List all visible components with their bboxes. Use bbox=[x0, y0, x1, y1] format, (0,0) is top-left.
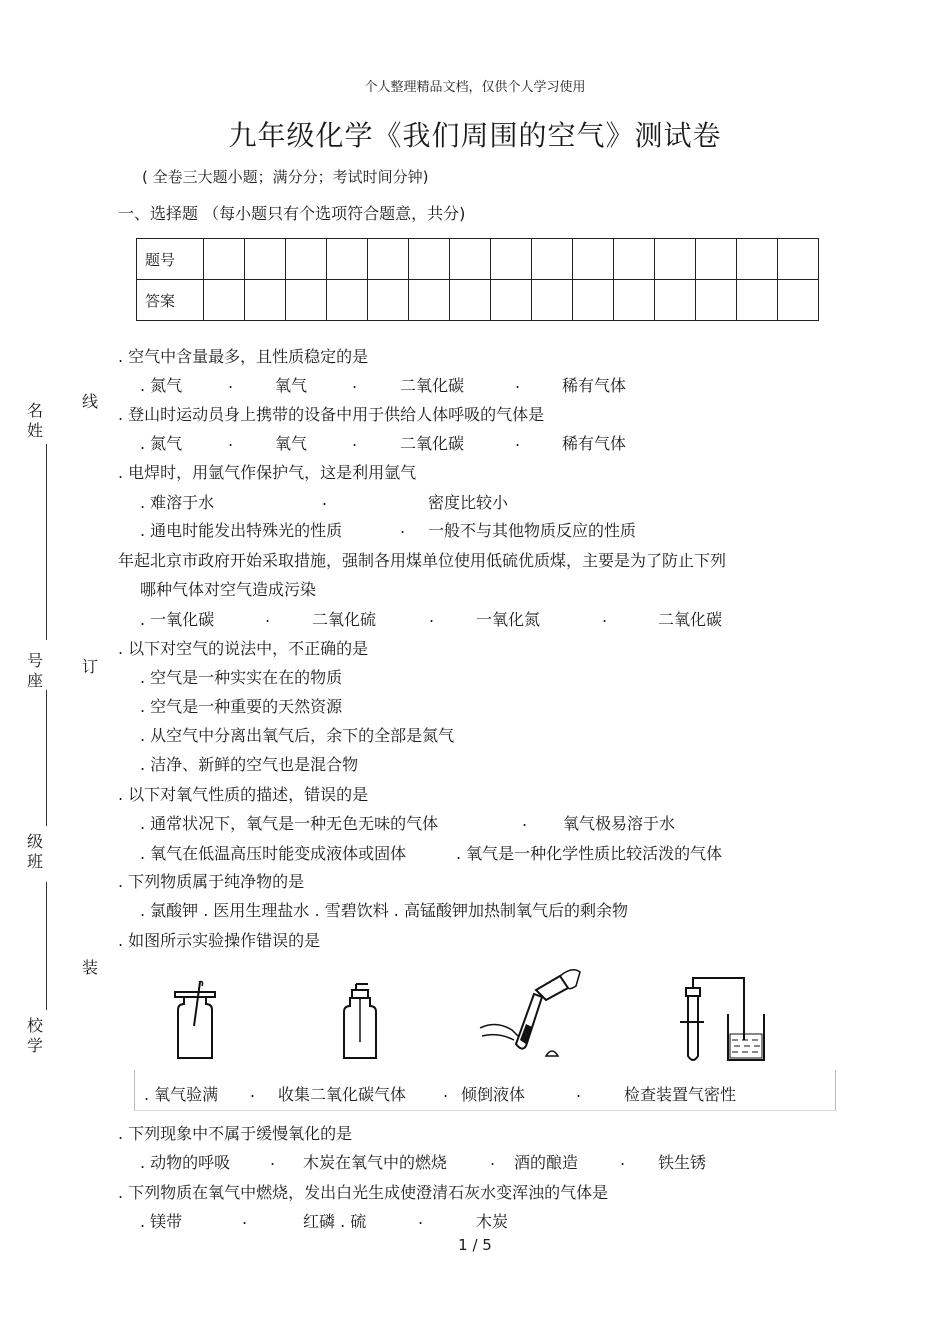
oxygen-check-figure bbox=[166, 978, 226, 1062]
option-a[interactable]: . 一氧化碳 bbox=[140, 610, 215, 629]
page-number: 1 / 5 bbox=[458, 1236, 492, 1254]
option-b[interactable]: 氧气 bbox=[275, 434, 308, 453]
question-stem: . 以下对空气的说法中，不正确的是 bbox=[118, 639, 369, 658]
option-d[interactable]: 木炭 bbox=[476, 1212, 509, 1231]
option-b[interactable]: . 空气是一种重要的天然资源 bbox=[140, 697, 343, 716]
figure-label-a[interactable]: . 氧气验满 bbox=[144, 1085, 219, 1104]
answer-cell[interactable] bbox=[450, 239, 491, 280]
answer-cell[interactable] bbox=[368, 239, 409, 280]
answer-cell[interactable] bbox=[409, 239, 450, 280]
margin-seat-label: 号 座 bbox=[27, 651, 44, 690]
option-marker: . bbox=[515, 373, 521, 392]
answer-cell[interactable] bbox=[737, 280, 778, 321]
table-row bbox=[137, 280, 819, 321]
binding-ding-mark: 订 bbox=[82, 657, 99, 676]
section-heading: 一、选择题 （每小题只有个选项符合题意，共分) bbox=[118, 204, 466, 223]
answer-cell[interactable] bbox=[573, 280, 614, 321]
option-c[interactable]: . 通电时能发出特殊光的性质 bbox=[140, 521, 343, 540]
option-marker: . bbox=[265, 607, 271, 626]
option-c[interactable]: 二氧化碳 bbox=[400, 376, 465, 395]
option-b[interactable]: 木炭在氧气中的燃烧 bbox=[303, 1153, 448, 1172]
answer-cell[interactable] bbox=[286, 280, 327, 321]
question-stem: . 下列物质在氧气中燃烧，发出白光生成使澄清石灰水变浑浊的气体是 bbox=[118, 1183, 609, 1202]
margin-divider bbox=[46, 690, 47, 826]
answer-cell[interactable] bbox=[204, 280, 245, 321]
question-stem: . 以下对氧气性质的描述，错误的是 bbox=[118, 785, 369, 804]
answer-cell[interactable] bbox=[614, 239, 655, 280]
option-b[interactable]: 氧气 bbox=[275, 376, 308, 395]
answer-cell[interactable] bbox=[327, 239, 368, 280]
option-d[interactable]: 一般不与其他物质反应的性质 bbox=[428, 521, 637, 540]
option-marker: . bbox=[352, 373, 358, 392]
answer-cell[interactable] bbox=[204, 239, 245, 280]
question-stem: . 空气中含量最多，且性质稳定的是 bbox=[118, 347, 369, 366]
question-stem: 年起北京市政府开始采取措施，强制各用煤单位使用低硫优质煤，主要是为了防止下列 bbox=[118, 551, 727, 570]
gas-collection-figure bbox=[336, 982, 384, 1062]
option-marker: . bbox=[620, 1150, 626, 1169]
option-a[interactable]: . 动物的呼吸 bbox=[140, 1153, 231, 1172]
option-c[interactable]: . 氧气在低温高压时能变成液体或固体 bbox=[140, 844, 407, 863]
answer-cell[interactable] bbox=[696, 239, 737, 280]
answer-cell[interactable] bbox=[245, 280, 286, 321]
option-marker: . bbox=[228, 373, 234, 392]
option-marker: . bbox=[576, 1082, 582, 1101]
option-marker: . bbox=[490, 1150, 496, 1169]
option-d[interactable]: 铁生锈 bbox=[658, 1153, 707, 1172]
answer-cell[interactable] bbox=[655, 280, 696, 321]
option-a[interactable]: . 镁带 bbox=[140, 1212, 183, 1231]
option-d[interactable]: . 洁净、新鲜的空气也是混合物 bbox=[140, 755, 359, 774]
option-marker: . bbox=[228, 431, 234, 450]
answer-cell[interactable] bbox=[532, 239, 573, 280]
answer-cell[interactable] bbox=[778, 239, 819, 280]
answer-cell[interactable] bbox=[655, 239, 696, 280]
option-c[interactable]: 一氧化氮 bbox=[476, 610, 541, 629]
option-marker: . bbox=[418, 1209, 424, 1228]
margin-school-label: 校 学 bbox=[27, 1016, 44, 1055]
option-marker: . bbox=[242, 1209, 248, 1228]
margin-name-label: 名 姓 bbox=[27, 401, 44, 440]
option-b[interactable]: 氧气极易溶于水 bbox=[563, 814, 676, 833]
answer-cell[interactable] bbox=[327, 280, 368, 321]
option-d[interactable]: 稀有气体 bbox=[562, 376, 627, 395]
option-d[interactable]: . 氧气是一种化学性质比较活泼的气体 bbox=[456, 844, 723, 863]
option-marker: . bbox=[522, 811, 528, 830]
header-note: 个人整理精品文档，仅供个人学习使用 bbox=[364, 80, 586, 95]
option-b[interactable]: 密度比较小 bbox=[428, 493, 509, 512]
pouring-liquid-figure bbox=[476, 966, 586, 1064]
binding-line-mark: 线 bbox=[82, 392, 99, 411]
option-marker: . bbox=[322, 490, 328, 509]
answer-cell[interactable] bbox=[368, 280, 409, 321]
answer-cell[interactable] bbox=[491, 280, 532, 321]
figure-label-b[interactable]: 收集二氧化碳气体 bbox=[278, 1085, 407, 1104]
option-b[interactable]: 红磷 . 硫 bbox=[303, 1212, 367, 1231]
figure-label-d[interactable]: 检查装置气密性 bbox=[624, 1085, 737, 1104]
question-stem: . 下列现象中不属于缓慢氧化的是 bbox=[118, 1124, 353, 1143]
option-d[interactable]: 稀有气体 bbox=[562, 434, 627, 453]
question-stem: . 登山时运动员身上携带的设备中用于供给人体呼吸的气体是 bbox=[118, 405, 545, 424]
option-marker: . bbox=[400, 518, 406, 537]
answer-cell[interactable] bbox=[245, 239, 286, 280]
option-c[interactable]: . 从空气中分离出氧气后，余下的全部是氮气 bbox=[140, 726, 455, 745]
page-title: 九年级化学《我们周围的空气》测试卷 bbox=[228, 119, 722, 152]
question-stem: . 下列物质属于纯净物的是 bbox=[118, 872, 305, 891]
option-marker: . bbox=[352, 431, 358, 450]
option-b[interactable]: 二氧化硫 bbox=[312, 610, 377, 629]
exam-info: ( 全卷三大题小题；满分分；考试时间分钟) bbox=[142, 168, 429, 186]
question-stem: . 如图所示实验操作错误的是 bbox=[118, 931, 321, 950]
option-d[interactable]: 二氧化碳 bbox=[658, 610, 723, 629]
answer-cell[interactable] bbox=[409, 280, 450, 321]
question-number-header: 题号 bbox=[137, 239, 204, 280]
option-a[interactable]: . 氮气 bbox=[140, 376, 183, 395]
answer-cell[interactable] bbox=[450, 280, 491, 321]
answer-cell[interactable] bbox=[286, 239, 327, 280]
table-row bbox=[137, 239, 819, 280]
option-c[interactable]: 二氧化碳 bbox=[400, 434, 465, 453]
option-a[interactable]: . 空气是一种实实在在的物质 bbox=[140, 668, 343, 687]
option-marker: . bbox=[429, 607, 435, 626]
option-a[interactable]: . 通常状况下，氧气是一种无色无味的气体 bbox=[140, 814, 439, 833]
option-marker: . bbox=[443, 1082, 449, 1101]
answer-cell[interactable] bbox=[491, 239, 532, 280]
answer-cell[interactable] bbox=[532, 280, 573, 321]
answer-cell[interactable] bbox=[573, 239, 614, 280]
option-list[interactable]: . 氯酸钾 . 医用生理盐水 . 雪碧饮料 . 高锰酸钾加热制氧气后的剩余物 bbox=[140, 901, 628, 920]
margin-divider bbox=[46, 882, 47, 1010]
answer-cell[interactable] bbox=[696, 280, 737, 321]
figure-label-c[interactable]: 倾倒液体 bbox=[461, 1085, 526, 1104]
margin-divider bbox=[46, 444, 47, 640]
question-stem-cont: 哪种气体对空气造成污染 bbox=[140, 580, 317, 599]
option-marker: . bbox=[250, 1082, 256, 1101]
answer-header: 答案 bbox=[137, 280, 204, 321]
answer-table bbox=[136, 238, 819, 321]
option-marker: . bbox=[602, 607, 608, 626]
airtightness-figure bbox=[674, 970, 778, 1066]
option-a[interactable]: . 氮气 bbox=[140, 434, 183, 453]
margin-class-label: 级 班 bbox=[27, 832, 44, 871]
binding-zhuang-mark: 装 bbox=[82, 958, 99, 977]
option-marker: . bbox=[515, 431, 521, 450]
answer-cell[interactable] bbox=[737, 239, 778, 280]
question-stem: . 电焊时，用氩气作保护气，这是利用氩气 bbox=[118, 463, 417, 482]
answer-cell[interactable] bbox=[614, 280, 655, 321]
option-c[interactable]: 酒的酿造 bbox=[514, 1153, 579, 1172]
option-marker: . bbox=[270, 1150, 276, 1169]
answer-cell[interactable] bbox=[778, 280, 819, 321]
option-a[interactable]: . 难溶于水 bbox=[140, 493, 215, 512]
